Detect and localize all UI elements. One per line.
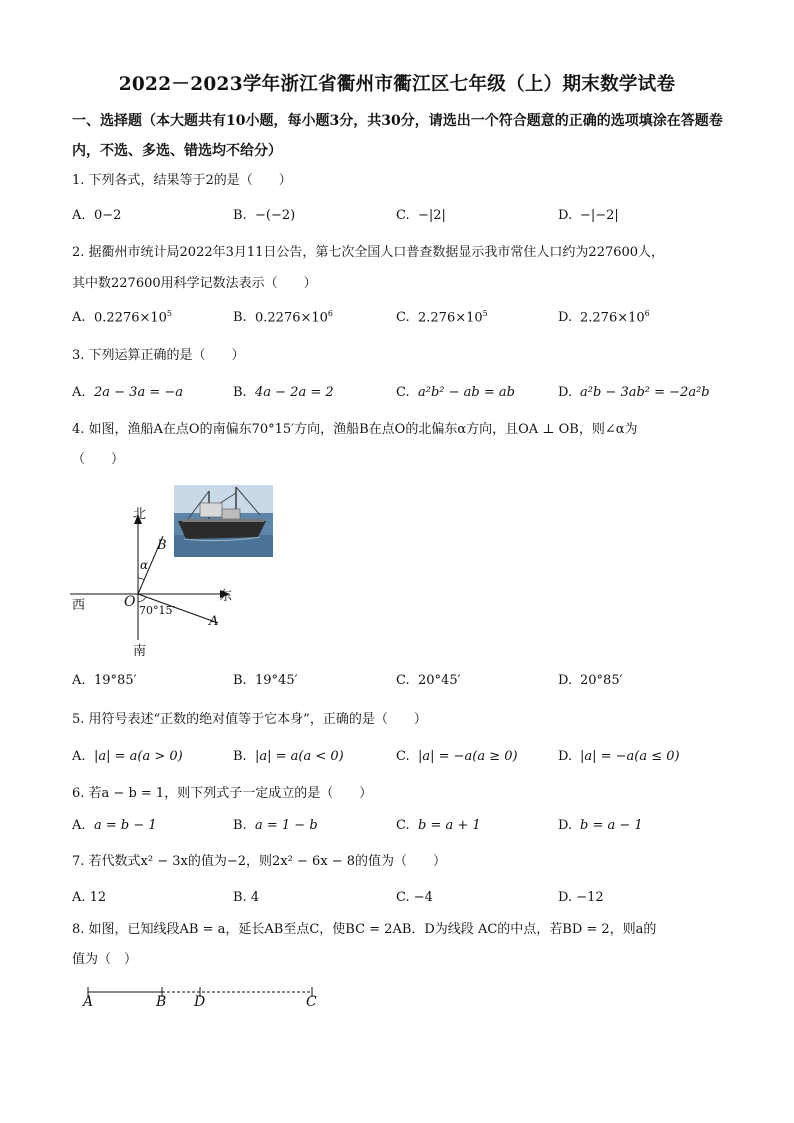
angle-arc <box>138 597 146 602</box>
segment-point-d: D <box>194 994 206 1010</box>
compass-diagram <box>60 500 260 660</box>
option-text: b = a − 1 <box>580 818 643 833</box>
alpha-arc <box>138 578 144 580</box>
q1-option-b <box>233 208 295 223</box>
q2-option-b <box>233 309 333 325</box>
question-1-stem: 1. 下列各式，结果等于2的是（ ） <box>72 173 292 188</box>
question-2-line2: 其中数227600用科学记数法表示（ ） <box>72 276 317 291</box>
option-text: a²b² − ab = ab <box>418 385 515 400</box>
option-text: 0−2 <box>94 208 122 223</box>
option-text: 2a − 3a = −a <box>94 385 184 400</box>
q2-option-d <box>558 309 650 325</box>
q6-option-d <box>558 818 643 833</box>
option-text: −(−2) <box>255 208 296 223</box>
alpha-label: α <box>140 558 149 572</box>
q5-option-d <box>558 749 680 764</box>
option-label: D. <box>558 208 573 223</box>
section-heading: 一、选择题（本大题共有10小题，每小题3分，共30分，请选出一个符合题意的正确的选项填涂在答题卷内，不选、多选、错选均不给分） <box>72 113 723 159</box>
option-label: B. <box>233 208 247 223</box>
question-5-stem: 5. 用符号表述“正数的绝对值等于它本身”，正确的是（ ） <box>72 712 427 727</box>
q7-option-b: B. 4 <box>233 890 260 905</box>
option-text: 0.2276×10 <box>94 310 167 326</box>
option-label: B. <box>233 749 247 764</box>
question-8-line2: 值为（ ） <box>72 952 138 967</box>
option-label: B. <box>233 310 247 326</box>
question-3-stem: 3. 下列运算正确的是（ ） <box>72 348 245 363</box>
option-text: 2.276×10 <box>580 310 645 326</box>
west-label: 西 <box>72 598 86 613</box>
q5-option-a <box>72 749 183 764</box>
q1-option-c <box>396 208 446 223</box>
q3-option-a <box>72 385 183 400</box>
option-label: C. <box>396 208 410 223</box>
option-label: A. <box>72 208 86 223</box>
q7-option-d: D. −12 <box>558 890 604 905</box>
q2-option-c <box>396 309 488 325</box>
option-label: A. <box>72 818 86 833</box>
segment-point-b: B <box>156 994 167 1010</box>
q3-option-c <box>396 385 515 400</box>
option-label: D. <box>558 749 573 764</box>
option-label: B. <box>233 385 247 400</box>
segment-point-a: A <box>83 994 94 1010</box>
angle-70-15-label: 70°15′ <box>139 604 175 617</box>
q4-option-c <box>396 673 461 688</box>
option-label: C. <box>396 673 410 688</box>
segment-point-c: C <box>306 994 317 1010</box>
point-b-label: B <box>157 538 167 553</box>
option-label: C. <box>396 385 410 400</box>
south-label: 南 <box>133 644 147 659</box>
question-8-line1: 8. 如图，已知线段AB = a，延长AB至点C，使BC = 2AB．D为线段 AC的中点，若BD = 2，则a的 <box>72 922 657 937</box>
q1-option-d <box>558 208 619 223</box>
exponent: 5 <box>482 309 488 318</box>
exponent: 5 <box>166 309 173 318</box>
exam-title: 2022－2023学年浙江省衢州市衢江区七年级（上）期末数学试卷 <box>118 74 676 95</box>
option-label: D. <box>558 310 573 326</box>
option-label: D. <box>558 818 573 833</box>
option-text: 20°85′ <box>580 673 623 688</box>
option-label: A. <box>72 673 86 688</box>
option-text: 20°45′ <box>418 673 461 688</box>
north-label: 北 <box>133 507 147 522</box>
q7-option-c: C. −4 <box>396 890 433 905</box>
option-text: −|−2| <box>580 208 619 223</box>
question-7-stem: 7. 若代数式x² − 3x的值为−2，则2x² − 6x − 8的值为（ ） <box>72 854 447 869</box>
option-text: 19°85′ <box>94 673 137 688</box>
q7-option-a: A. 12 <box>72 890 107 905</box>
option-text: a = 1 − b <box>255 818 318 833</box>
option-text: 0.2276×10 <box>255 310 328 326</box>
option-label: B. <box>233 818 247 833</box>
q5-option-c <box>396 749 518 764</box>
q2-option-a <box>72 309 172 325</box>
exponent: 6 <box>644 309 650 318</box>
q6-option-a <box>72 818 157 833</box>
option-label: C. <box>396 310 410 326</box>
east-label: 东 <box>219 589 233 604</box>
question-4-line1: 4. 如图，渔船A在点O的南偏东70°15′方向，渔船B在点O的北偏东α方向，且OA ⊥ OB，则∠α为 <box>72 422 638 437</box>
q5-option-b <box>233 749 344 764</box>
exponent: 6 <box>327 309 334 318</box>
option-label: D. <box>558 385 573 400</box>
option-label: A. <box>72 310 86 326</box>
option-text: b = a + 1 <box>418 818 481 833</box>
option-text: |a| = −a(a ≤ 0) <box>580 749 680 764</box>
option-label: B. <box>233 673 247 688</box>
option-text: 2.276×10 <box>418 310 483 326</box>
option-text: −|2| <box>418 208 446 223</box>
question-6-stem: 6. 若a − b = 1，则下列式子一定成立的是（ ） <box>72 786 373 801</box>
option-text: 19°45′ <box>255 673 298 688</box>
q4-option-d <box>558 673 623 688</box>
origin-label: O <box>124 594 136 610</box>
option-label: C. <box>396 818 410 833</box>
q3-option-d <box>558 385 710 400</box>
option-text: a = b − 1 <box>94 818 157 833</box>
option-text: 4a − 2a = 2 <box>255 385 334 400</box>
question-4-line2: （ ） <box>72 452 125 467</box>
question-2-line1: 2. 据衢州市统计局2022年3月11日公告，第七次全国人口普查数据显示我市常住人口约为227600人， <box>72 245 665 260</box>
option-text: |a| = a(a < 0) <box>255 749 344 764</box>
option-text: a²b − 3ab² = −2a²b <box>580 385 710 400</box>
option-text: |a| = a(a > 0) <box>94 749 183 764</box>
q3-option-b <box>233 385 334 400</box>
q6-option-b <box>233 818 318 833</box>
q1-option-a <box>72 208 121 223</box>
option-label: A. <box>72 749 86 764</box>
option-label: D. <box>558 673 573 688</box>
option-label: A. <box>72 385 86 400</box>
q4-option-b <box>233 673 298 688</box>
option-text: |a| = −a(a ≥ 0) <box>418 749 518 764</box>
point-a-label: A <box>209 614 219 629</box>
option-label: C. <box>396 749 410 764</box>
q4-option-a <box>72 673 137 688</box>
q6-option-c <box>396 818 481 833</box>
